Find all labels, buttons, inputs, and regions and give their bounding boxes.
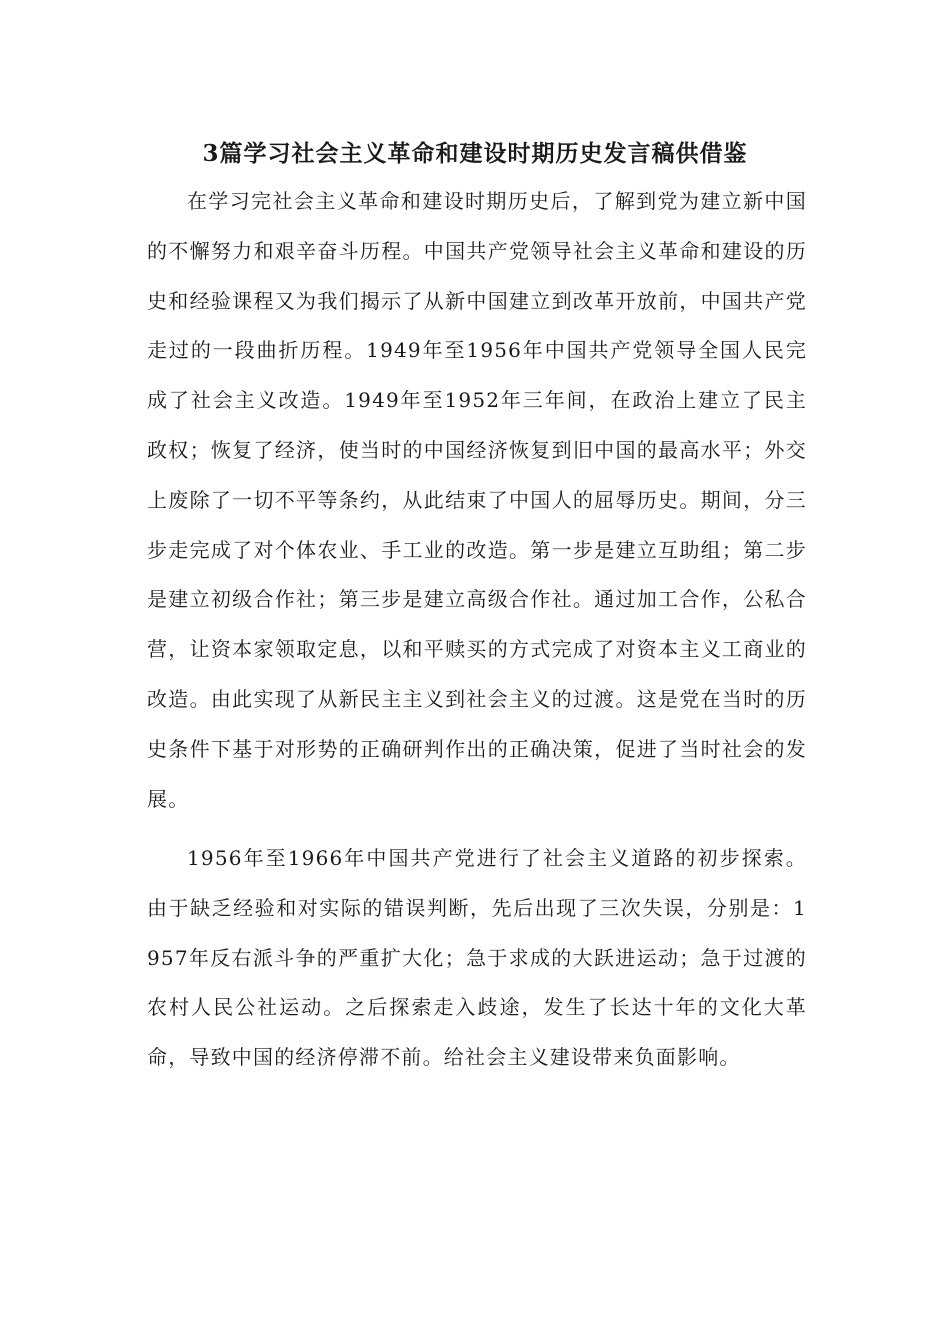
document-title: 3篇学习社会主义革命和建设时期历史发言稿供借鉴 xyxy=(202,140,748,167)
body-paragraph-1: 在学习完社会主义革命和建设时期历史后，了解到党为建立新中国的不懈努力和艰辛奋斗历程。中国共产党领导社会主义革命和建设的历史和经验课程又为我们揭示了从新中国建立到改革开放前，中国共产党走过的一段曲折历程。1949年至1956年中国共产党领导全国人民完成了社会主义改造。1949年至1952年三年间，在政治上建立了民主政权；恢复了经济，使当时的中国经济恢复到旧中国的最高水平；外交上废除了一切不平等条约，从此结束了中国人的屈辱历史。期间，分三步走完成了对个体农业、手工业的改造。第一步是建立互助组；第二步是建立初级合作社；第三步是建立高级合作社。通过加工合作，公私合营，让资本家领取定息，以和平赎买的方式完成了对资本主义工商业的改造。由此实现了从新民主主义到社会主义的过渡。这是党在当时的历史条件下基于对形势的正确研判作出的正确决策，促进了当时社会的发展。 xyxy=(147,189,807,811)
body-paragraph-2: 1956年至1966年中国共产党进行了社会主义道路的初步探索。由于缺乏经验和对实际的错误判断，先后出现了三次失误，分别是：1957年反右派斗争的严重扩大化；急于求成的大跃进运动；急于过渡的农村人民公社运动。之后探索走入歧途，发生了长达十年的文化大革命，导致中国的经济停滞不前。给社会主义建设带来负面影响。 xyxy=(147,846,807,1070)
